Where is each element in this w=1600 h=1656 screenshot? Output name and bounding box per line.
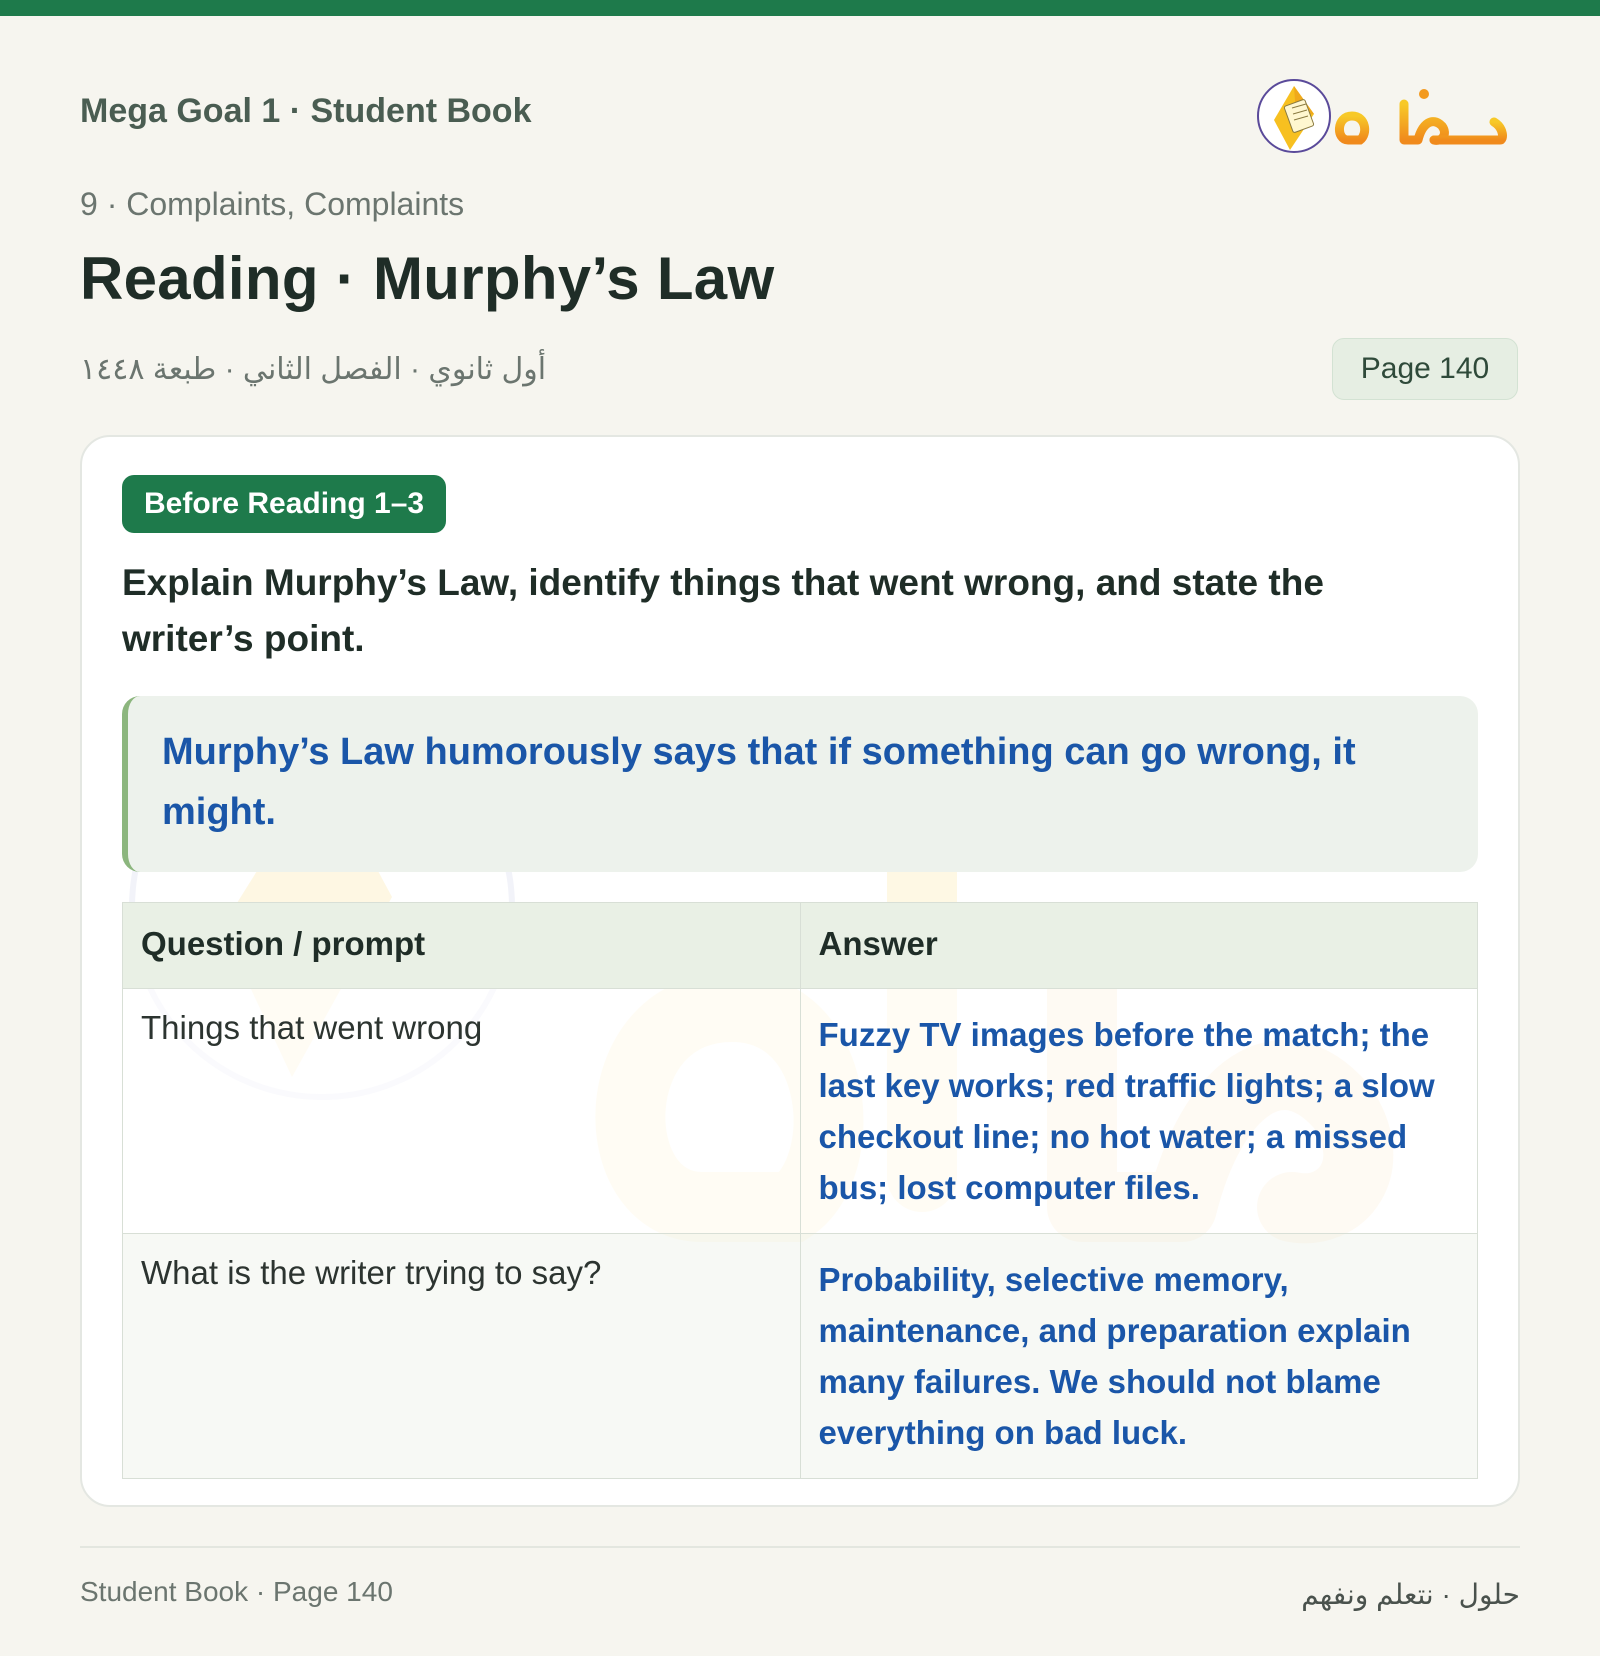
answer-cell: Fuzzy TV images before the match; the last key works; red traffic lights; a slow checkout line; no hot water; a missed bus; lost computer files. [800,989,1478,1234]
table-header-row [123,903,1478,989]
top-accent-bar [0,0,1600,16]
unit-subtitle: 9 · Complaints, Complaints [80,186,465,222]
page-number-badge: Page 140 [1332,338,1518,400]
brand-logo[interactable] [1256,64,1512,168]
column-header-answer: Answer [800,903,1478,989]
section-tag: Before Reading 1–3 [122,475,446,533]
task-instruction: Explain Murphy’s Law, identify things that went wrong, and state the writer’s point. [122,562,1324,659]
question-cell: What is the writer trying to say? [123,1234,801,1479]
definition-callout: Murphy’s Law humorously says that if something can go wrong, it might. [122,696,1478,872]
question-cell: Things that went wrong [123,989,801,1234]
table-row [123,989,1478,1234]
qa-table [122,902,1478,1479]
grade-term-edition: أول ثانوي · الفصل الثاني · طبعة ١٤٤٨ [80,353,547,386]
page-title: Reading · Murphy’s Law [80,245,775,312]
table-row [123,1234,1478,1479]
book-title: Mega Goal 1 · Student Book [80,92,532,130]
book-logo-icon [1256,64,1512,168]
answer-cell: Probability, selective memory, maintenance, and preparation explain many failures. We should not blame everything on bad luck. [800,1234,1478,1479]
footer-divider [80,1546,1520,1548]
content-card [80,435,1520,1507]
footer-brand-slogan: حلول · نتعلم ونفهم [1301,1579,1520,1610]
footer-page-ref: Student Book · Page 140 [80,1576,393,1607]
column-header-question: Question / prompt [123,903,801,989]
